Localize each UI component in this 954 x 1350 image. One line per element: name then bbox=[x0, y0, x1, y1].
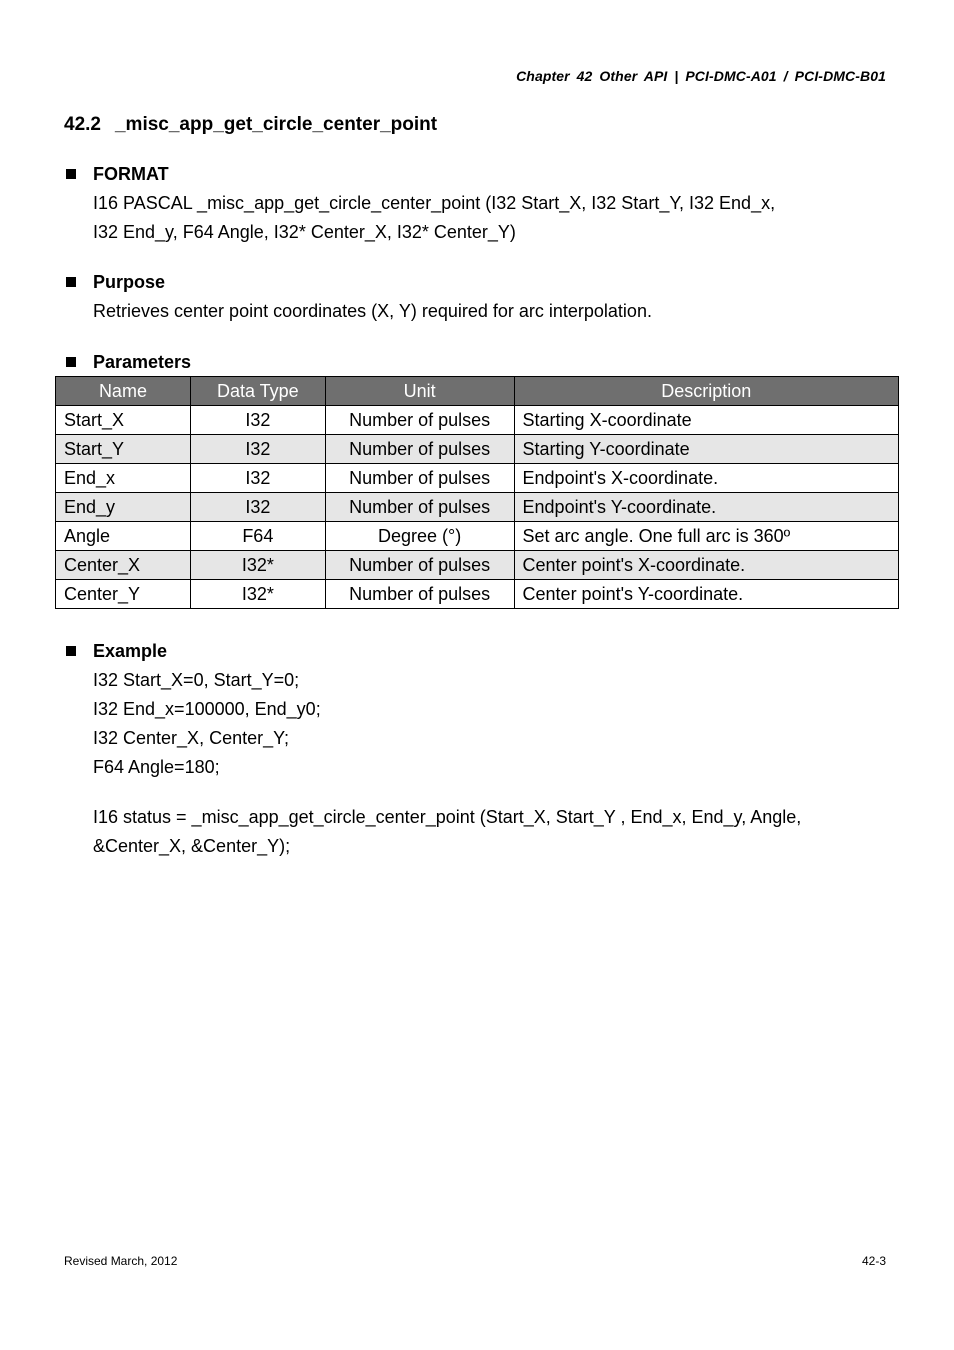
table-row bbox=[56, 406, 899, 435]
param-unit: Number of pulses bbox=[325, 435, 514, 464]
param-unit: Number of pulses bbox=[325, 406, 514, 435]
purpose-section bbox=[64, 270, 652, 326]
example-line: I32 Start_X=0, Start_Y=0; bbox=[93, 670, 300, 690]
param-type: I32 bbox=[190, 464, 325, 493]
example-section bbox=[64, 639, 801, 861]
section-number: 42.2 bbox=[64, 114, 101, 135]
param-type: I32 bbox=[190, 406, 325, 435]
param-unit: Number of pulses bbox=[325, 551, 514, 580]
format-signature bbox=[93, 189, 775, 247]
example-line: F64 Angle=180; bbox=[93, 757, 220, 777]
param-description: Center point's X-coordinate. bbox=[514, 551, 898, 580]
column-header-name: Name bbox=[56, 377, 191, 406]
example-call bbox=[93, 803, 801, 861]
example-call-line: &Center_X, &Center_Y); bbox=[93, 836, 291, 856]
param-unit: Degree (°) bbox=[325, 522, 514, 551]
param-unit: Number of pulses bbox=[325, 580, 514, 609]
purpose-text bbox=[93, 297, 652, 326]
param-name: End_x bbox=[56, 464, 191, 493]
param-unit: Number of pulses bbox=[325, 464, 514, 493]
table-row bbox=[56, 435, 899, 464]
column-header-description: Description bbox=[514, 377, 898, 406]
table-row bbox=[56, 551, 899, 580]
table-row bbox=[56, 493, 899, 522]
purpose-heading-text: Purpose bbox=[93, 272, 166, 292]
param-type: I32* bbox=[190, 551, 325, 580]
param-description: Starting Y-coordinate bbox=[514, 435, 898, 464]
param-type: I32 bbox=[190, 435, 325, 464]
bullet-square-icon bbox=[66, 357, 76, 367]
param-description: Set arc angle. One full arc is 360º bbox=[514, 522, 898, 551]
param-description: Center point's Y-coordinate. bbox=[514, 580, 898, 609]
format-line: I16 PASCAL _misc_app_get_circle_center_point (I32 Start_X, I32 Start_Y, I32 End_x, bbox=[93, 193, 776, 213]
column-header-unit: Unit bbox=[325, 377, 514, 406]
param-name: Start_Y bbox=[56, 435, 191, 464]
bullet-square-icon bbox=[66, 646, 76, 656]
example-heading bbox=[64, 639, 801, 663]
table-row bbox=[56, 522, 899, 551]
param-description: Endpoint's Y-coordinate. bbox=[514, 493, 898, 522]
parameters-section bbox=[64, 350, 191, 374]
example-line: I32 End_x=100000, End_y0; bbox=[93, 699, 321, 719]
param-name: Start_X bbox=[56, 406, 191, 435]
param-unit: Number of pulses bbox=[325, 493, 514, 522]
format-heading-text: FORMAT bbox=[93, 164, 169, 184]
param-type: I32 bbox=[190, 493, 325, 522]
param-type: F64 bbox=[190, 522, 325, 551]
param-name: End_y bbox=[56, 493, 191, 522]
format-section bbox=[64, 162, 775, 247]
table-row bbox=[56, 464, 899, 493]
bullet-square-icon bbox=[66, 277, 76, 287]
bullet-square-icon bbox=[66, 169, 76, 179]
example-line: I32 Center_X, Center_Y; bbox=[93, 728, 289, 748]
example-heading-text: Example bbox=[93, 641, 168, 661]
example-code bbox=[93, 666, 801, 782]
footer-page-number: 42-3 bbox=[861, 1254, 886, 1268]
page-header: Chapter 42 Other API | PCI-DMC-A01 / PCI-DMC-B01 bbox=[516, 68, 886, 84]
format-line: I32 End_y, F64 Angle, I32* Center_X, I32* Center_Y) bbox=[93, 222, 516, 242]
param-name: Center_X bbox=[56, 551, 191, 580]
param-name: Center_Y bbox=[56, 580, 191, 609]
table-row bbox=[56, 580, 899, 609]
purpose-heading bbox=[64, 270, 652, 294]
format-heading bbox=[64, 162, 775, 186]
purpose-line: Retrieves center point coordinates (X, Y) required for arc interpolation. bbox=[93, 301, 652, 321]
param-description: Starting X-coordinate bbox=[514, 406, 898, 435]
param-name: Angle bbox=[56, 522, 191, 551]
param-type: I32* bbox=[190, 580, 325, 609]
parameters-heading-text: Parameters bbox=[93, 352, 192, 372]
parameters-table bbox=[55, 376, 899, 609]
section-title bbox=[64, 114, 437, 136]
footer-revision: Revised March, 2012 bbox=[64, 1254, 178, 1268]
section-title-text: _misc_app_get_circle_center_point bbox=[114, 114, 438, 135]
example-call-line: I16 status = _misc_app_get_circle_center_point (Start_X, Start_Y , End_x, End_y, Angle, bbox=[93, 807, 802, 827]
parameters-heading bbox=[64, 350, 191, 374]
column-header-data-type: Data Type bbox=[190, 377, 325, 406]
param-description: Endpoint's X-coordinate. bbox=[514, 464, 898, 493]
table-header-row bbox=[56, 377, 899, 406]
